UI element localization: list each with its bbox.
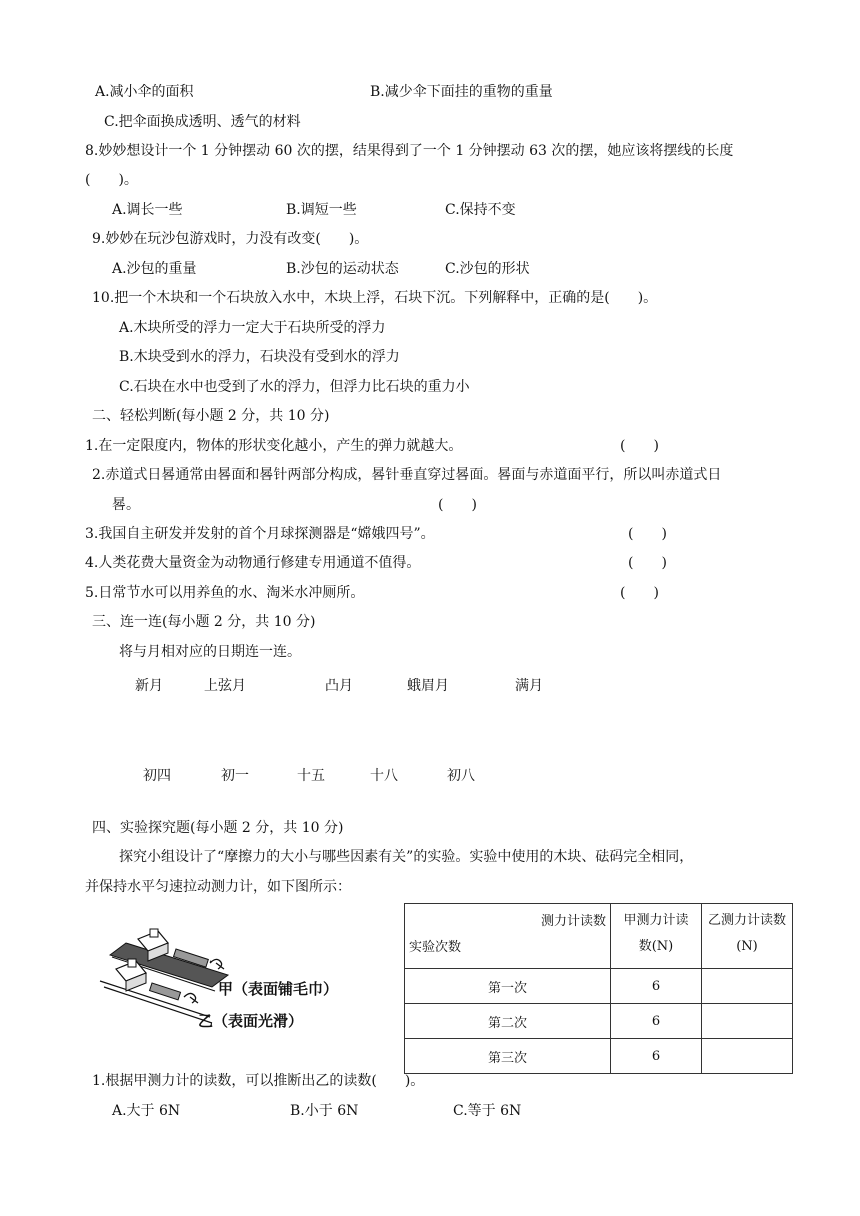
judge-blank-1: ( ) [620,438,659,454]
section4-q1-option-c: C.等于 6N [453,1103,522,1119]
q8-option-b: B.调短一些 [286,202,357,218]
table-header-a-line2: 数(N) [638,939,674,954]
table-header-a-line1: 甲测力计读 [623,913,689,928]
friction-experiment-figure [90,905,380,1055]
reading-b[interactable] [702,1004,793,1039]
table-header-b-line1: 乙测力计读数 [707,913,786,928]
q7-option-c: C.把伞面换成透明、透气的材料 [104,114,301,130]
judge-item-4: 4.人类花费大量资金为动物通行修建专用通道不值得。 [85,555,421,571]
row-label: 第三次 [405,1039,611,1074]
judge-blank-3: ( ) [628,526,667,542]
q8-stem: 8.妙妙想设计一个 1 分钟摆动 60 次的摆，结果得到了一个 1 分钟摆动 63 次的摆，她应该将摆线的长度 [85,143,734,159]
judge-item-2: 2.赤道式日晷通常由晷面和晷针两部分构成，晷针垂直穿过晷面。晷面与赤道面平行，所以叫赤道式日 [92,467,722,483]
judge-blank-4: ( ) [628,555,667,571]
table-header-a [611,904,702,969]
q9-option-c: C.沙包的形状 [445,261,530,277]
section4-q1-stem: 1.根据甲测力计的读数，可以推断出乙的读数( )。 [92,1073,425,1089]
row-label: 第二次 [405,1004,611,1039]
judge-blank-5: ( ) [620,585,659,601]
section4-intro: 探究小组设计了“摩擦力的大小与哪些因素有关”的实验。实验中使用的木块、砝码完全相同， [119,849,694,865]
lunar-date-4[interactable]: 十八 [370,768,398,784]
q8-option-c: C.保持不变 [445,202,516,218]
section4-intro-cont: 并保持水平匀速拉动测力计，如下图所示： [85,879,351,895]
table-row [405,1039,793,1074]
lunar-date-2[interactable]: 初一 [221,768,249,784]
section4-q1-option-a: A.大于 6N [112,1103,181,1119]
q8-option-a: A.调长一些 [112,202,183,218]
moon-phase-1[interactable]: 新月 [135,678,163,694]
section3-title: 三、连一连(每小题 2 分，共 10 分) [92,614,316,630]
judge-blank-2: ( ) [438,497,477,513]
judge-item-1: 1.在一定限度内，物体的形状变化越小，产生的弹力就越大。 [85,438,463,454]
reading-a: 6 [611,1039,702,1074]
experiment-table [404,903,793,1074]
judge-item-2-cont: 晷。 [112,497,140,513]
q7-option-a: A.减小伞的面积 [95,84,194,100]
table-row [405,1004,793,1039]
moon-phase-3[interactable]: 凸月 [325,678,353,694]
judge-item-3: 3.我国自主研发并发射的首个月球探测器是“嫦娥四号”。 [85,526,435,542]
table-header-b [702,904,793,969]
section4-title: 四、实验探究题(每小题 2 分，共 10 分) [92,820,344,836]
q10-option-b: B.木块受到水的浮力，石块没有受到水的浮力 [119,349,400,365]
moon-phase-5[interactable]: 满月 [515,678,543,694]
q10-option-a: A.木块所受的浮力一定大于石块所受的浮力 [119,320,386,336]
q8-stem-blank: ( )。 [85,172,138,188]
q9-option-a: A.沙包的重量 [112,261,197,277]
table-header-b-line2: (N) [736,939,758,954]
q9-stem: 9.妙妙在玩沙包游戏时，力没有改变( )。 [92,231,369,247]
lunar-date-5[interactable]: 初八 [447,768,475,784]
q10-option-c: C.石块在水中也受到了水的浮力，但浮力比石块的重力小 [119,379,470,395]
q10-stem: 10.把一个木块和一个石块放入水中，木块上浮，石块下沉。下列解释中，正确的是( )。 [92,290,658,306]
row-label: 第一次 [405,969,611,1004]
q7-option-b: B.减少伞下面挂的重物的重量 [370,84,553,100]
table-corner-bottom: 实验次数 [409,940,462,955]
section4-q1-option-b: B.小于 6N [290,1103,359,1119]
table-corner-top: 测力计读数 [540,914,606,929]
reading-b[interactable] [702,969,793,1004]
figure-label-smooth: 乙（表面光滑） [198,1012,304,1030]
moon-phase-2[interactable]: 上弦月 [204,678,246,694]
moon-phase-4[interactable]: 蛾眉月 [407,678,449,694]
section3-instruction: 将与月相对应的日期连一连。 [119,644,301,660]
judge-item-5: 5.日常节水可以用养鱼的水、淘米水冲厕所。 [85,585,365,601]
section2-title: 二、轻松判断(每小题 2 分，共 10 分) [92,408,330,424]
lunar-date-1[interactable]: 初四 [143,768,171,784]
table-corner-header [405,904,611,969]
lunar-date-3[interactable]: 十五 [297,768,325,784]
reading-a: 6 [611,1004,702,1039]
reading-b[interactable] [702,1039,793,1074]
figure-label-towel: 甲（表面铺毛巾） [218,980,339,998]
reading-a: 6 [611,969,702,1004]
q9-option-b: B.沙包的运动状态 [286,261,399,277]
table-row [405,969,793,1004]
